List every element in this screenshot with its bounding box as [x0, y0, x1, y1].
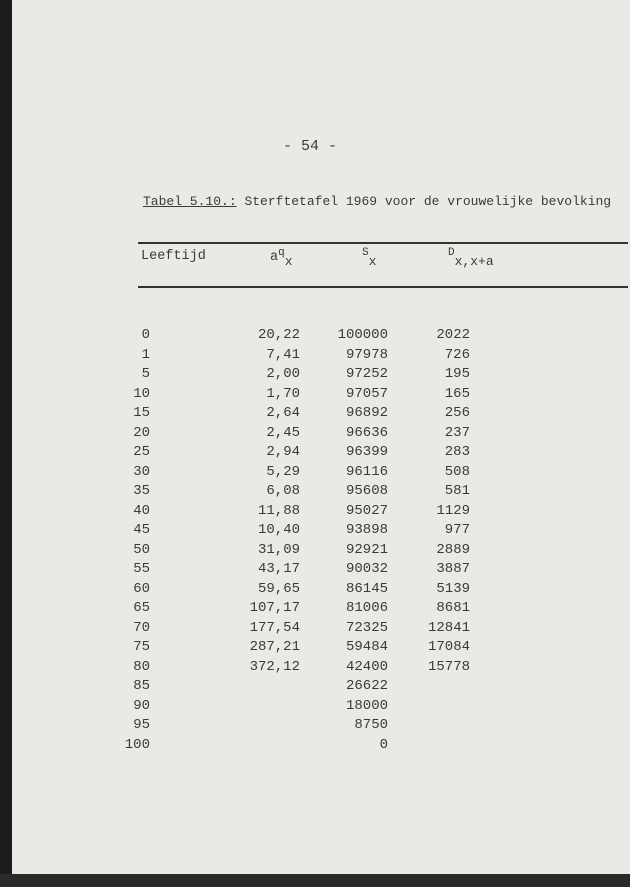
cell-dx: 256: [444, 405, 470, 421]
dx-sub: x,x+a: [454, 254, 494, 269]
cell-dx: 2022: [436, 327, 470, 343]
cell-aqx: 177,54: [249, 619, 300, 636]
cell-sx: 42400: [345, 658, 388, 675]
cell-age: 90: [133, 697, 150, 714]
cell-dx: 1129: [436, 502, 470, 519]
cell-sx: 96116: [345, 463, 388, 480]
cell-dx: 12841: [427, 619, 470, 636]
cell-sx: 96892: [345, 405, 388, 421]
cell-aqx: 10,40: [257, 522, 300, 538]
table-row: [0, 522, 630, 542]
cell-sx: 81006: [345, 600, 388, 616]
cell-dx: 165: [444, 385, 470, 402]
cell-age: 5: [141, 366, 150, 382]
table-row: [0, 639, 630, 659]
table-row: [0, 659, 630, 679]
cell-sx: 18000: [345, 697, 388, 714]
cell-sx: 92921: [345, 541, 388, 558]
cell-sx: 93898: [345, 522, 388, 538]
table-row: [0, 717, 630, 737]
sx-sup: S: [362, 247, 369, 259]
table-row: [0, 620, 630, 640]
cell-age: 15: [133, 405, 150, 421]
cell-aqx: 59,65: [257, 580, 300, 597]
cell-age: 50: [133, 541, 150, 558]
cell-age: 35: [133, 483, 150, 499]
table-title: Sterftetafel 1969 voor de vrouwelijke bevolking: [244, 194, 612, 209]
aqx-pre: a: [270, 250, 279, 265]
cell-aqx: 372,12: [249, 658, 300, 675]
cell-dx: 3887: [436, 561, 470, 577]
cell-dx: 17084: [427, 639, 470, 655]
cell-age: 55: [133, 561, 150, 577]
cell-aqx: 1,70: [266, 385, 300, 402]
cell-dx: 15778: [427, 658, 470, 675]
dx-sup: D: [448, 247, 455, 259]
cell-aqx: 7,41: [266, 346, 300, 363]
cell-aqx: 31,09: [257, 541, 300, 558]
cell-dx: 508: [444, 463, 470, 480]
header-dx: [448, 247, 494, 269]
table-row: [0, 425, 630, 445]
cell-aqx: 2,94: [266, 444, 300, 460]
cell-age: 10: [133, 385, 150, 402]
table-row: [0, 561, 630, 581]
cell-aqx: 107,17: [249, 600, 300, 616]
table-row: [0, 366, 630, 386]
cell-sx: 8750: [354, 717, 388, 733]
cell-aqx: 6,08: [266, 483, 300, 499]
cell-aqx: 2,45: [266, 424, 300, 441]
table-row: [0, 347, 630, 367]
table-row: [0, 483, 630, 503]
cell-age: 65: [133, 600, 150, 616]
cell-aqx: 11,88: [257, 502, 300, 519]
table-row: [0, 464, 630, 484]
cell-dx: 2889: [436, 541, 470, 558]
cell-dx: 726: [444, 346, 470, 363]
header-aqx: [270, 247, 293, 269]
table-row: [0, 405, 630, 425]
table-row: [0, 503, 630, 523]
cell-aqx: 2,00: [266, 366, 300, 382]
table-row: [0, 737, 630, 757]
table-row: [0, 600, 630, 620]
cell-sx: 0: [379, 736, 388, 753]
table-row: [0, 678, 630, 698]
table-row: [0, 444, 630, 464]
cell-age: 70: [133, 619, 150, 636]
table-row: [0, 542, 630, 562]
cell-sx: 96399: [345, 444, 388, 460]
cell-dx: 8681: [436, 600, 470, 616]
cell-aqx: 43,17: [257, 561, 300, 577]
cell-age: 80: [133, 658, 150, 675]
header-age: Leeftijd: [141, 249, 206, 264]
cell-sx: 100000: [337, 327, 388, 343]
cell-sx: 26622: [345, 678, 388, 694]
cell-aqx: 20,22: [257, 327, 300, 343]
cell-aqx: 287,21: [249, 639, 300, 655]
cell-age: 100: [124, 736, 150, 753]
cell-sx: 97057: [345, 385, 388, 402]
cell-dx: 237: [444, 424, 470, 441]
header-sx: [362, 247, 377, 269]
aqx-sup: q: [278, 247, 285, 259]
aqx-sub: x: [284, 254, 293, 269]
cell-dx: 5139: [436, 580, 470, 597]
cell-age: 75: [133, 639, 150, 655]
cell-age: 45: [133, 522, 150, 538]
cell-age: 25: [133, 444, 150, 460]
header-rule-bottom: [138, 286, 628, 288]
cell-age: 30: [133, 463, 150, 480]
cell-dx: 977: [444, 522, 470, 538]
cell-dx: 283: [444, 444, 470, 460]
scan-edge-bottom: [0, 874, 630, 887]
cell-age: 60: [133, 580, 150, 597]
cell-age: 40: [133, 502, 150, 519]
table-row: [0, 698, 630, 718]
cell-dx: 195: [444, 366, 470, 382]
cell-dx: 581: [444, 483, 470, 499]
table-row: [0, 581, 630, 601]
cell-sx: 97252: [345, 366, 388, 382]
cell-sx: 86145: [345, 580, 388, 597]
cell-sx: 72325: [345, 619, 388, 636]
header-rule-top: [138, 242, 628, 244]
table-label: Tabel 5.10.:: [143, 194, 237, 209]
cell-sx: 95027: [345, 502, 388, 519]
cell-sx: 97978: [345, 346, 388, 363]
sx-sub: x: [368, 254, 377, 269]
cell-aqx: 2,64: [266, 405, 300, 421]
cell-sx: 90032: [345, 561, 388, 577]
cell-age: 95: [133, 717, 150, 733]
cell-sx: 59484: [345, 639, 388, 655]
cell-sx: 96636: [345, 424, 388, 441]
table-row: [0, 386, 630, 406]
cell-age: 0: [141, 327, 150, 343]
cell-age: 85: [133, 678, 150, 694]
page-number: - 54 -: [283, 138, 338, 155]
cell-age: 20: [133, 424, 150, 441]
table-caption: [143, 194, 611, 209]
table-row: [0, 327, 630, 347]
cell-aqx: 5,29: [266, 463, 300, 480]
cell-age: 1: [141, 346, 150, 363]
cell-sx: 95608: [345, 483, 388, 499]
